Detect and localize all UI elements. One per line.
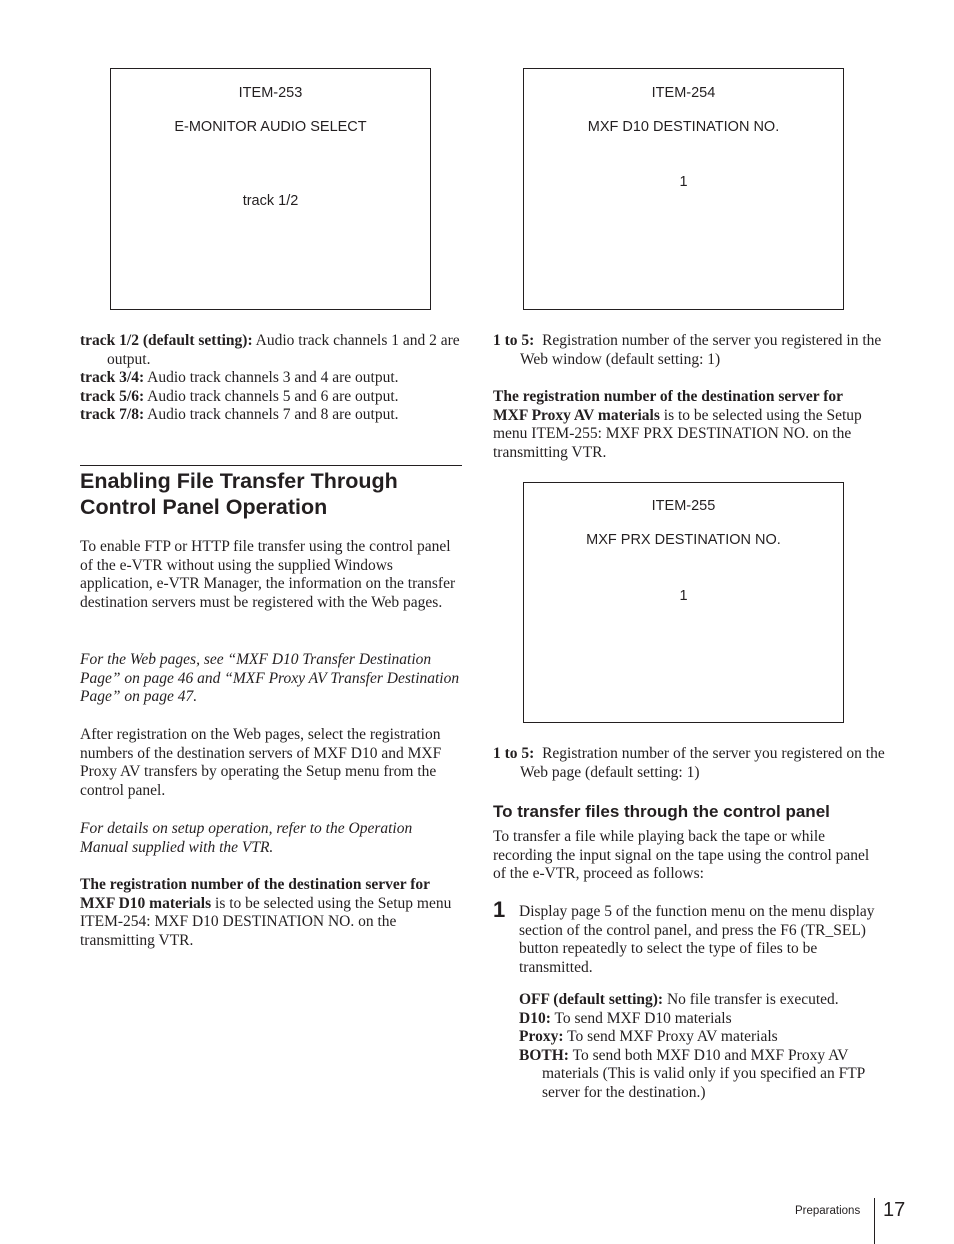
track-option-term: track 5/6:	[80, 387, 145, 405]
item-254-screen	[523, 68, 844, 310]
screen-title: MXF D10 DESTINATION NO.	[587, 119, 780, 135]
step-option-term: Proxy:	[519, 1028, 564, 1046]
section-heading-line1: Enabling File Transfer Through	[80, 469, 398, 493]
section-heading	[80, 468, 462, 520]
step-option-desc: To send MXF Proxy AV materials	[567, 1028, 778, 1046]
track-option	[80, 332, 462, 369]
step-option-term: OFF (default setting):	[519, 991, 664, 1008]
step-1-text: Display page 5 of the function menu on the menu display section of the control panel, and press the F6 (TR_SEL) button repeatedly to select the type of files to be transmitted.	[519, 903, 875, 976]
step-option-desc: No file transfer is executed.	[666, 991, 839, 1008]
range-term: 1 to 5:	[493, 745, 535, 762]
proxy-range-description	[493, 745, 903, 782]
screen-value: track 1/2	[242, 193, 299, 209]
d10-registration-bold: The registration number of the destination server for MXF D10 materials	[80, 876, 430, 912]
track-option-term: track 7/8:	[80, 406, 145, 424]
d10-registration-paragraph	[80, 876, 462, 950]
page-number: 17	[883, 1199, 906, 1221]
step-option	[519, 1028, 876, 1047]
proxy-registration-paragraph	[493, 388, 876, 462]
track-option-desc: Audio track channels 7 and 8 are output.	[147, 406, 399, 424]
track-option-desc: Audio track channels 3 and 4 are output.	[147, 369, 399, 387]
proxy-registration-rest: is to be selected using the Setup menu ITEM-255: MXF PRX DESTINATION NO. on the transmitting VTR.	[493, 406, 862, 461]
track-option	[80, 406, 462, 425]
track-options-list	[80, 332, 462, 425]
proxy-registration-bold: The registration number of the destination server for MXF Proxy AV materials	[493, 388, 843, 424]
step-option-desc: To send both MXF D10 and MXF Proxy AV materials (This is valid only if you specified an FTP server for the destination.)	[542, 1046, 865, 1101]
track-option-desc: Audio track channels 1 and 2 are output.	[107, 332, 460, 368]
step-option-term: BOTH:	[519, 1046, 569, 1064]
setup-operation-note: For details on setup operation, refer to the Operation Manual supplied with the VTR.	[80, 820, 413, 856]
step-option	[519, 991, 876, 1010]
track-option	[80, 388, 462, 407]
intro-paragraph: To enable FTP or HTTP file transfer using the control panel of the e-VTR without using the supplied Windows application, e-VTR Manager, the information on the transfer destination servers must be registered with the Web pages.	[80, 538, 456, 611]
transfer-subheading: To transfer files through the control panel	[493, 802, 830, 821]
step-option-desc: To send MXF D10 materials	[554, 1009, 732, 1027]
transfer-intro-paragraph: To transfer a file while playing back the tape or while recording the input signal on the tape using the control panel of the e-VTR, proceed as follows:	[493, 828, 870, 883]
screen-item-label: ITEM-254	[651, 85, 716, 101]
screen-title: E-MONITOR AUDIO SELECT	[174, 119, 367, 135]
section-rule	[80, 465, 462, 466]
after-registration-paragraph: After registration on the Web pages, select the registration numbers of the destination servers of MXF D10 and MXF Proxy AV transfers by operating the Setup menu from the control panel.	[80, 726, 442, 799]
step-option	[519, 1010, 876, 1029]
step-option	[519, 1047, 876, 1103]
track-option-desc: Audio track channels 5 and 6 are output.	[147, 387, 399, 405]
range-term: 1 to 5:	[493, 332, 535, 349]
step-number: 1	[493, 897, 506, 922]
range-desc: Registration number of the server you registered on the Web page (default setting: 1)	[520, 745, 885, 781]
screen-item-label: ITEM-253	[238, 85, 303, 101]
track-option	[80, 369, 462, 388]
screen-value: 1	[679, 174, 688, 190]
d10-range-description	[493, 332, 903, 369]
footer-section-label: Preparations	[795, 1205, 861, 1217]
item-255-screen	[523, 482, 844, 723]
step-options-list	[519, 991, 876, 1103]
track-option-term: track 3/4:	[80, 369, 145, 387]
screen-value: 1	[679, 588, 688, 604]
screen-item-label: ITEM-255	[651, 498, 716, 514]
footer-divider	[874, 1198, 875, 1244]
section-heading-line2: Control Panel Operation	[80, 495, 328, 519]
item-253-screen	[110, 68, 431, 310]
step-option-term: D10:	[519, 1009, 551, 1027]
screen-title: MXF PRX DESTINATION NO.	[586, 532, 781, 548]
d10-registration-rest: is to be selected using the Setup menu ITEM-254: MXF D10 DESTINATION NO. on the transmitting VTR.	[80, 894, 452, 949]
track-option-term: track 1/2 (default setting):	[80, 332, 253, 349]
web-pages-note: For the Web pages, see “MXF D10 Transfer Destination Page” on page 46 and “MXF Proxy AV Transfer Destination Page” on page 47.	[80, 651, 460, 706]
range-desc: Registration number of the server you registered in the Web window (default setting: 1)	[520, 332, 882, 368]
